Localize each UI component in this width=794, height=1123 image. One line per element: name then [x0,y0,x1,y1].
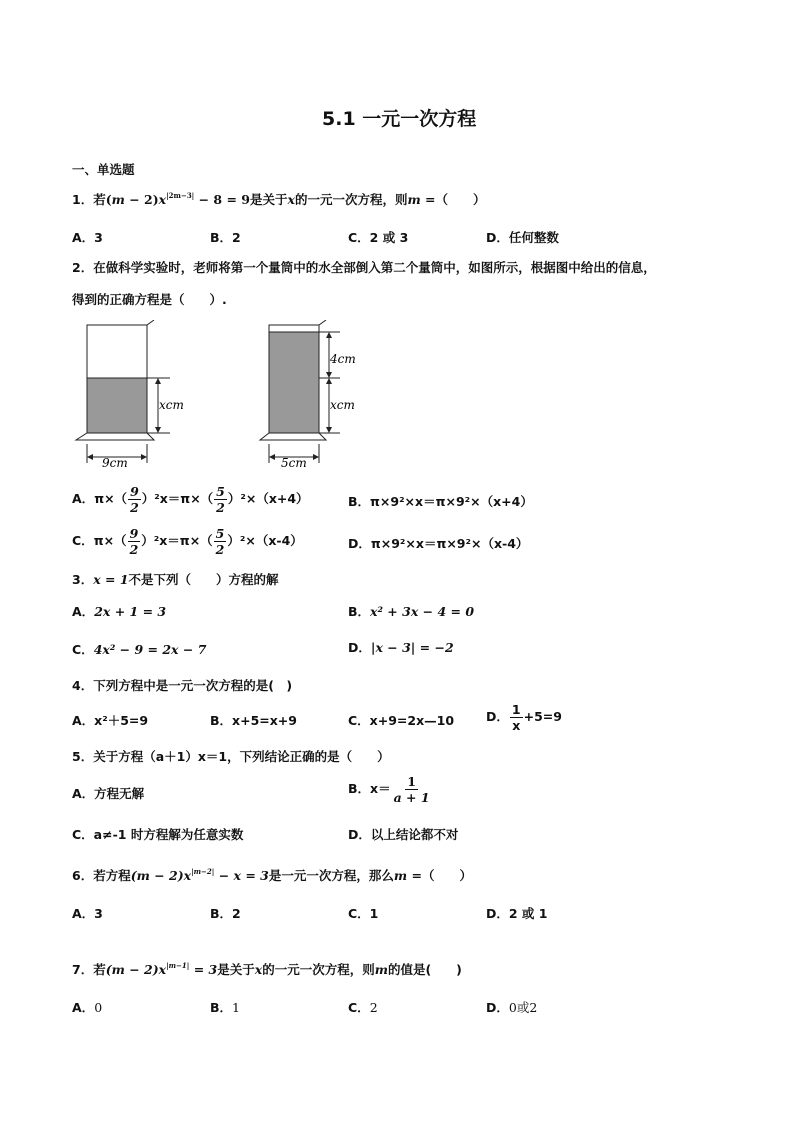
q3-option-a[interactable]: A．2x + 1 = 3 [72,604,167,619]
q4-option-b[interactable]: B．x+5=x+9 [210,713,297,728]
page-title: 5.1 一元一次方程 [322,108,477,130]
q2-option-a[interactable]: A．π×（ $\frac{9}{2}$ ）²x＝π×（ $\frac{5}{2}$ ）²×（x+4） [72,484,309,515]
q3-option-b[interactable]: B．x² + 3x − 4 = 0 [348,604,475,619]
q1-pre: 若 [93,192,106,207]
q6-option-d[interactable]: D．2 或 1 [486,906,548,921]
question-6: 6．若方程$(m - 2)x^{|m-2|} - x = 3$是一元一次方程，那么m =（ ） [72,867,472,883]
q6-option-a[interactable]: A．3 [72,906,103,921]
q1-paren: （ ） [435,192,486,207]
q7-option-b[interactable]: B．1 [210,1000,240,1015]
q6-option-b[interactable]: B．2 [210,906,241,921]
q2-option-b[interactable]: B．π×9²×x＝π×9²×（x+4） [348,494,533,509]
section-heading: 一、单选题 [72,162,135,177]
q7-option-a[interactable]: A．0 [72,1000,103,1015]
q2-option-d[interactable]: D．π×9²×x＝π×9²×（x-4） [348,536,529,551]
right-cylinder [260,320,356,470]
q1-option-d[interactable]: D．任何整数 [486,230,559,245]
q2-stem-line1: 2．在做科学实验时，老师将第一个量筒中的水全部倒入第二个量筒中，如图所示，根据图中给出的信息， [72,260,656,275]
q7-option-d[interactable]: D．0或2 [486,1000,538,1015]
question-7: 7．若$(m - 2)x^{|m-1|} = 3$是关于x的一元一次方程，则m的值是( ) [72,961,462,977]
q1-mid2: 的一元一次方程，则 [294,192,408,207]
question-1 [72,190,486,208]
q6-option-c[interactable]: C．1 [348,906,379,921]
q1-expr: $(m - 2)x^{|2m-3|} - 8 = 9$ [105,191,250,207]
q5-option-a[interactable]: A．方程无解 [72,786,145,801]
left-cylinder [76,320,184,470]
q4-stem: 4．下列方程中是一元一次方程的是( ) [72,678,293,693]
q1-option-c[interactable]: C．2 或 3 [348,230,409,245]
q7-option-c[interactable]: C．2 [348,1000,378,1015]
right-height-label: xcm [330,398,355,412]
q5-option-b[interactable]: B．x＝ $\frac{1}{a + 1}$ [348,774,430,805]
q5-stem: 5．关于方程（a＋1）x＝1，下列结论正确的是（ ） [72,749,390,764]
q5-option-c[interactable]: C．a≠-1 时方程解为任意实数 [72,827,244,842]
q1-mid: 是关于 [249,192,288,207]
right-top-label: 4cm [330,352,356,366]
cylinders-diagram [70,320,360,470]
left-width-label: 9cm [102,456,128,470]
right-width-label: 5cm [281,456,307,470]
q1-m: m [407,192,421,207]
q4-option-a[interactable]: A．x²＋5=9 [72,713,149,728]
left-height-label: xcm [159,398,184,412]
q5-option-d[interactable]: D．以上结论都不对 [348,827,459,842]
q2-stem-line2: 得到的正确方程是（ ）. [72,292,227,307]
q7-expr: (m − 2)x [105,962,167,977]
q1-option-a[interactable]: A．3 [72,230,103,245]
right-water [269,332,319,433]
left-water [87,378,147,433]
q3-option-d[interactable]: D．|x − 3| = −2 [348,640,454,655]
q6-expr: (m − 2)x [130,868,192,883]
question-3: 3．x = 1不是下列（ ）方程的解 [72,572,279,587]
q4-option-d[interactable]: D． $\frac{1}{x}$ +5=9 [486,702,562,733]
q1-eq: = [420,192,436,207]
q3-expr: x = 1 [93,572,129,587]
q3-option-c[interactable]: C．4x² − 9 = 2x − 7 [72,642,207,657]
q1-number: 1． [72,192,94,207]
q1-x: x [287,192,295,207]
q1-option-b[interactable]: B．2 [210,230,241,245]
q4-option-c[interactable]: C．x+9=2x—10 [348,713,455,728]
q2-option-c[interactable]: C．π×（ $\frac{9}{2}$ ）²x＝π×（ $\frac{5}{2}$ ）²×（x-4） [72,526,303,557]
